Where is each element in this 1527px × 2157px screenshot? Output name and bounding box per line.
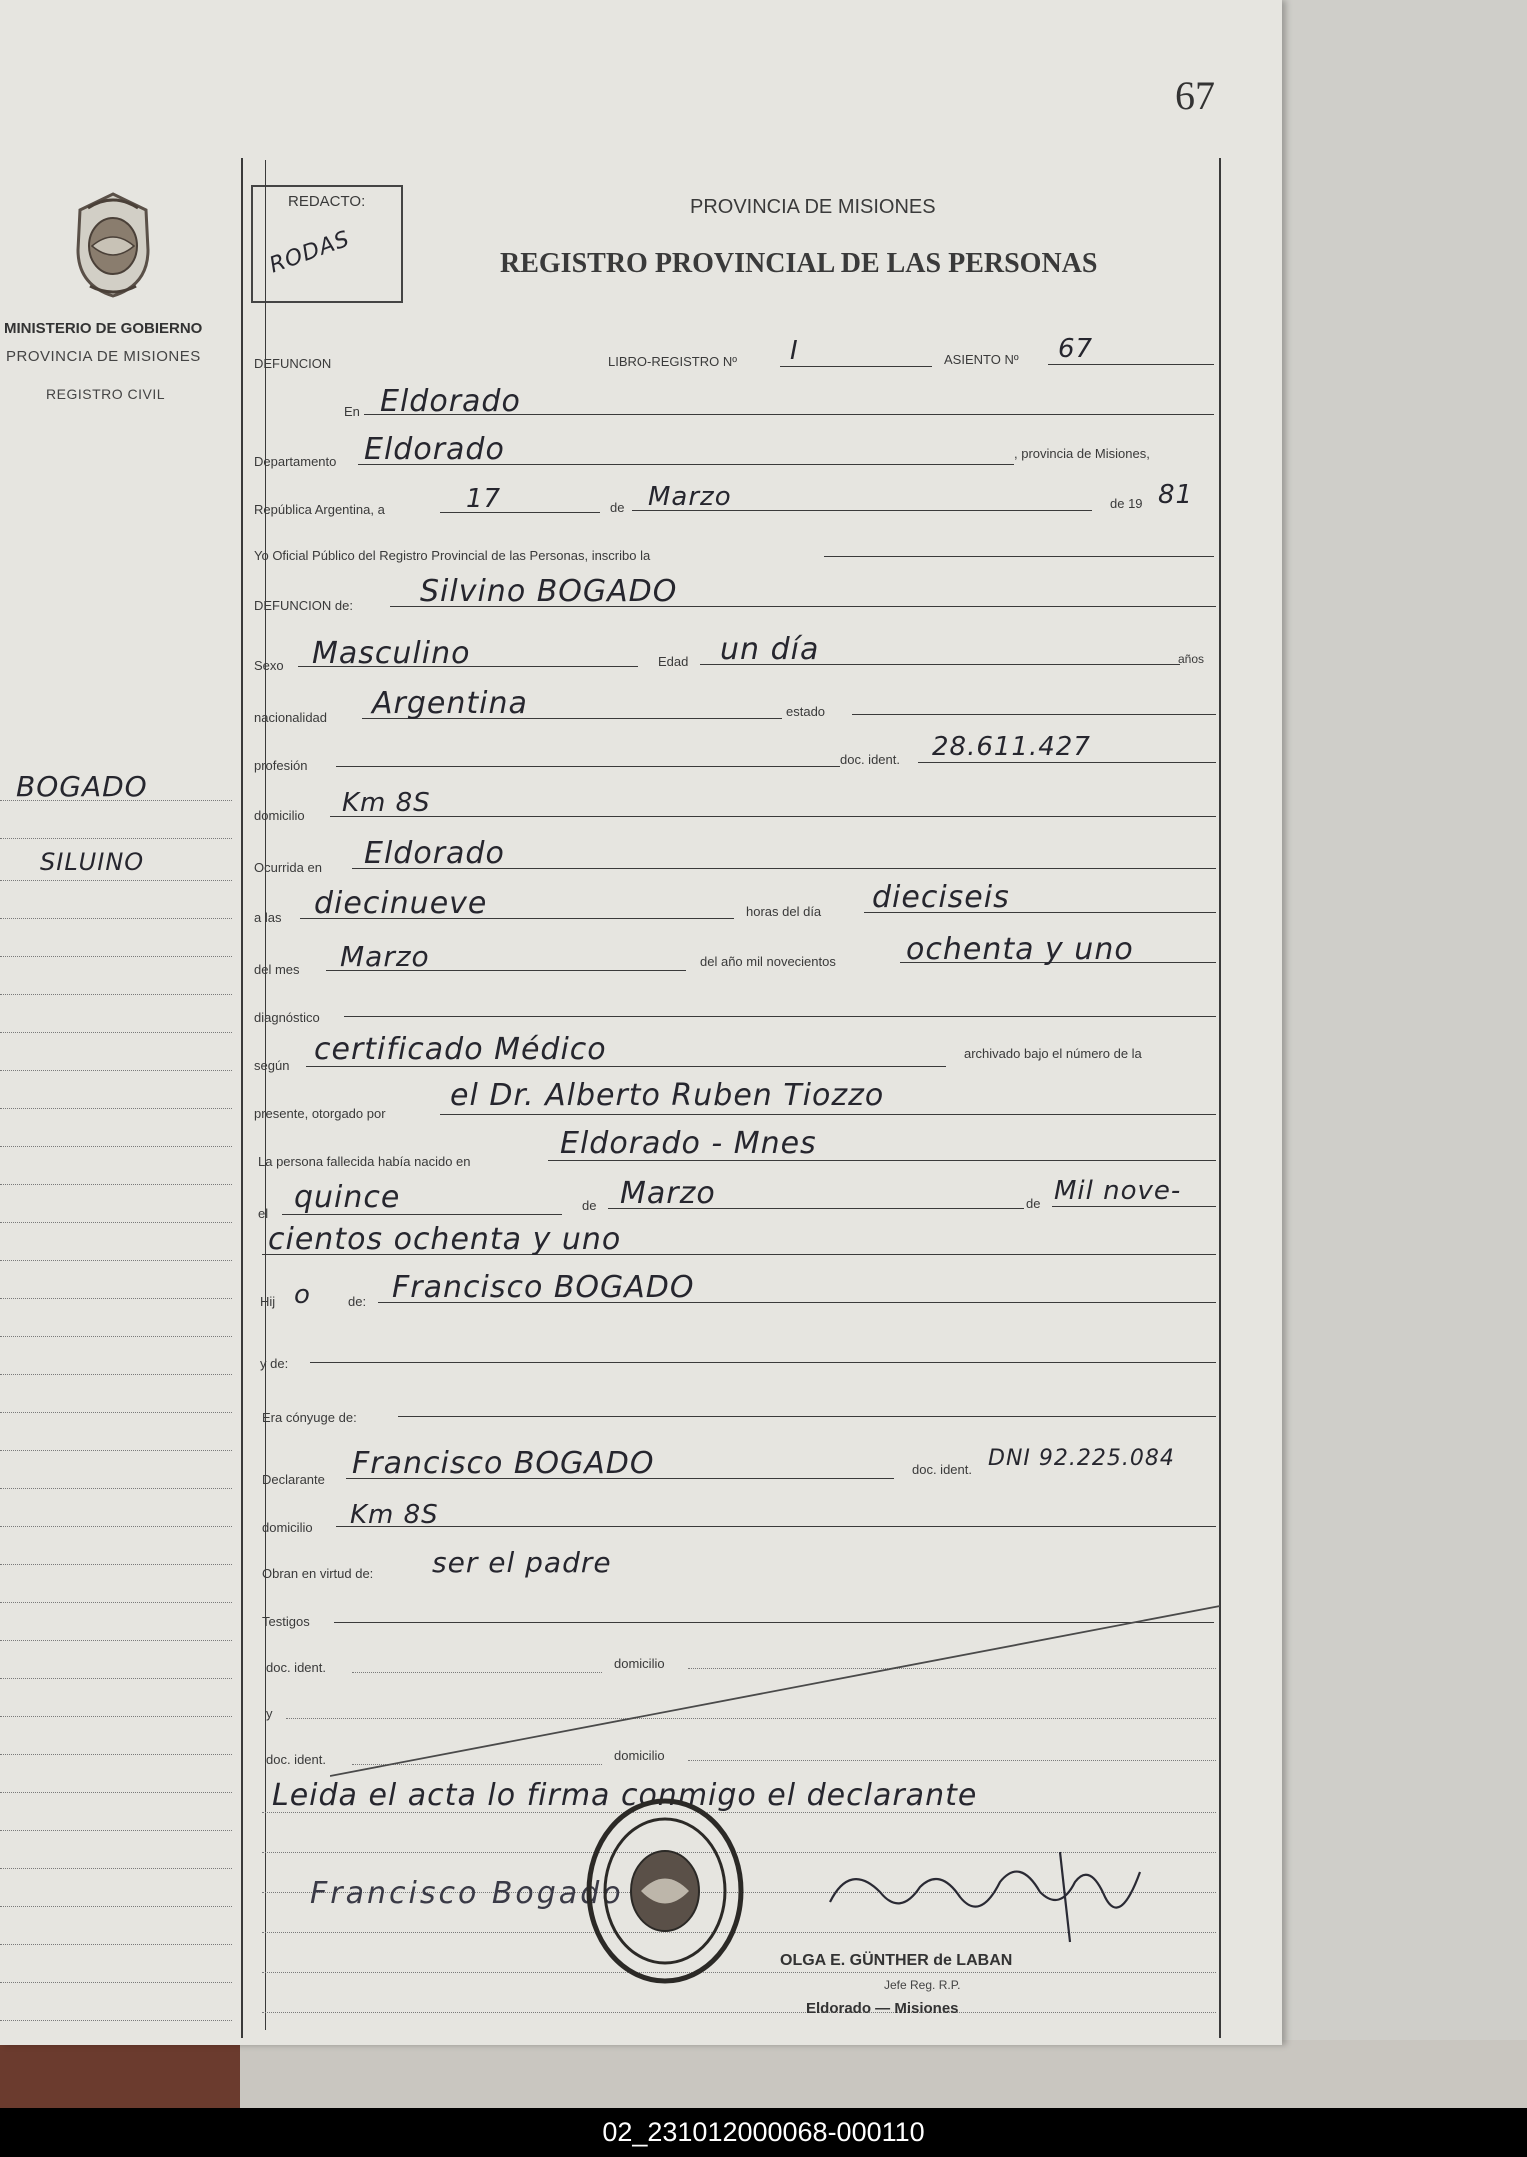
oficial-line <box>824 556 1214 557</box>
margin-line <box>0 838 232 839</box>
sexo-value: Masculino <box>312 636 471 671</box>
margin-line <box>0 2020 232 2021</box>
horas-value: diecinueve <box>314 886 488 921</box>
official-place: Eldorado — Misiones <box>806 2000 959 2017</box>
el-label: el <box>258 1206 269 1221</box>
departamento-label: Departamento <box>254 454 337 469</box>
de4-label: de: <box>348 1294 367 1309</box>
doc-ident4-label: doc. ident. <box>266 1752 326 1767</box>
doc-ident-line <box>918 762 1216 763</box>
margin-surname: BOGADO <box>16 770 148 803</box>
horas-label: horas del día <box>746 904 822 919</box>
asiento-value: 67 <box>1058 334 1094 364</box>
ministry-label: MINISTERIO DE GOBIERNO <box>4 320 203 337</box>
conyuge-label: Era cónyuge de: <box>262 1410 357 1425</box>
en-label: En <box>344 404 360 419</box>
obran-label: Obran en virtud de: <box>262 1566 374 1581</box>
conyuge-line <box>398 1416 1216 1417</box>
margin-line <box>0 1716 232 1717</box>
estado-label: estado <box>786 704 826 719</box>
margin-line <box>0 1032 232 1033</box>
background-right <box>1282 0 1527 2108</box>
provincia-text: , provincia de Misiones, <box>1014 446 1150 461</box>
margin-line <box>0 1222 232 1223</box>
void-strike-line <box>330 1600 1230 1780</box>
obran-value: ser el padre <box>432 1546 612 1579</box>
form-left-line <box>265 160 266 2030</box>
parent1-value: Francisco BOGADO <box>392 1270 695 1305</box>
deceased-name: Silvino BOGADO <box>420 574 678 609</box>
profesion-label: profesión <box>254 758 308 773</box>
margin-line <box>0 1336 232 1337</box>
mes-value: Marzo <box>340 940 430 973</box>
declarant-signature: Francisco Bogado <box>310 1876 624 1911</box>
profesion-line <box>336 766 840 767</box>
margin-line <box>0 1260 232 1261</box>
margin-line <box>0 1070 232 1071</box>
defuncion-de-label: DEFUNCION de: <box>254 598 353 613</box>
oficial-text: Yo Oficial Público del Registro Provincial de las Personas, inscribo la <box>254 548 651 563</box>
diagnostico-line <box>344 1016 1216 1017</box>
province-title: PROVINCIA DE MISIONES <box>690 196 936 218</box>
margin-line <box>0 1830 232 1831</box>
registry-title: REGISTRO PROVINCIAL DE LAS PERSONAS <box>500 248 1098 279</box>
domicilio2-label: domicilio <box>262 1520 313 1535</box>
asiento-label: ASIENTO Nº <box>944 352 1019 367</box>
day-value: 17 <box>466 484 502 514</box>
ocurrida-value: Eldorado <box>364 836 505 871</box>
official-name: OLGA E. GÜNTHER de LABAN <box>780 1952 1013 1969</box>
margin-line <box>0 1146 232 1147</box>
closing-line <box>262 2012 1216 2013</box>
birth-year-value2: cientos ochenta y uno <box>268 1222 622 1257</box>
birth-year-value1: Mil nove- <box>1054 1176 1182 1206</box>
presente-value: el Dr. Alberto Ruben Tiozzo <box>450 1078 885 1113</box>
margin-given-name: SILUINO <box>40 848 145 876</box>
birth-year-line <box>1052 1206 1216 1207</box>
nacido-value: Eldorado - Mnes <box>560 1126 817 1161</box>
anos-label: años <box>1178 652 1205 666</box>
frame-left-line <box>241 158 243 2038</box>
closing-text: Leida el acta lo firma conmigo el declarante <box>272 1778 978 1813</box>
margin-line <box>0 1412 232 1413</box>
margin-line <box>0 994 232 995</box>
hij-label: Hij <box>260 1294 276 1309</box>
margin-line <box>0 1298 232 1299</box>
sexo-label: Sexo <box>254 658 284 673</box>
nacionalidad-value: Argentina <box>372 686 528 721</box>
birth-month-value: Marzo <box>620 1176 716 1211</box>
registro-civil-label: REGISTRO CIVIL <box>46 386 166 402</box>
official-signature-icon <box>820 1842 1160 1952</box>
margin-line <box>0 1564 232 1565</box>
margin-line <box>0 1526 232 1527</box>
doc-ident2-value: DNI 92.225.084 <box>988 1446 1175 1471</box>
official-stamp-icon <box>585 1796 745 1986</box>
birth-day-value: quince <box>294 1180 401 1215</box>
del-mes-label: del mes <box>254 962 300 977</box>
dia-value: dieciseis <box>872 880 1010 915</box>
page-number: 67 <box>1175 73 1215 118</box>
anio-label: del año mil novecientos <box>700 954 836 969</box>
defuncion-label: DEFUNCION <box>254 356 332 371</box>
presente-label: presente, otorgado por <box>254 1106 386 1121</box>
diagnostico-label: diagnóstico <box>254 1010 320 1025</box>
archivado-label: archivado bajo el número de la <box>964 1046 1142 1061</box>
margin-line <box>0 1184 232 1185</box>
margin-line <box>0 1868 232 1869</box>
official-sub: Jefe Reg. R.P. <box>884 1978 961 1992</box>
segun-label: según <box>254 1058 290 1073</box>
background-binder <box>0 2040 240 2108</box>
year-prefix: de 19 <box>1110 496 1143 511</box>
margin-line <box>0 1906 232 1907</box>
libro-line <box>780 366 932 367</box>
redacto-value: RODAS <box>266 226 354 279</box>
margin-line <box>0 1678 232 1679</box>
en-value: Eldorado <box>380 384 521 419</box>
margin-line <box>0 1374 232 1375</box>
domicilio-value: Km 8S <box>342 788 431 818</box>
domicilio4-label: domicilio <box>614 1748 665 1763</box>
testigos-label: Testigos <box>262 1614 310 1629</box>
domicilio-label: domicilio <box>254 808 305 823</box>
estado-line <box>852 714 1216 715</box>
margin-line <box>0 1640 232 1641</box>
margin-line <box>0 1488 232 1489</box>
declarante-label: Declarante <box>262 1472 325 1487</box>
republica-label: República Argentina, a <box>254 502 385 517</box>
margin-line <box>0 1754 232 1755</box>
file-id-footer: 02_231012000068-000110 <box>0 2108 1527 2157</box>
departamento-value: Eldorado <box>364 432 505 467</box>
anio-value: ochenta y uno <box>906 932 1134 967</box>
margin-line <box>0 1450 232 1451</box>
parent2-line <box>310 1362 1216 1363</box>
doc-ident2-label: doc. ident. <box>912 1462 972 1477</box>
declarante-value: Francisco BOGADO <box>352 1446 655 1481</box>
margin-line <box>0 918 232 919</box>
hij-value: o <box>294 1280 311 1310</box>
doc-ident-label: doc. ident. <box>840 752 900 767</box>
y-de-label: y de: <box>260 1356 289 1371</box>
domicilio3-label: domicilio <box>614 1656 665 1671</box>
margin-line <box>0 1602 232 1603</box>
edad-label: Edad <box>658 654 689 669</box>
segun-value: certificado Médico <box>314 1032 607 1067</box>
nacionalidad-label: nacionalidad <box>254 710 328 725</box>
month-value: Marzo <box>648 482 732 512</box>
de-label: de <box>610 500 625 515</box>
asiento-line <box>1048 364 1214 365</box>
edad-value: un día <box>720 632 820 667</box>
y-label: y <box>266 1706 273 1721</box>
margin-line <box>0 956 232 957</box>
ocurrida-label: Ocurrida en <box>254 860 322 875</box>
doc-ident-value: 28.611.427 <box>932 732 1091 762</box>
domicilio2-value: Km 8S <box>350 1500 439 1530</box>
de3-label: de <box>1026 1196 1041 1211</box>
margin-line <box>0 1982 232 1983</box>
margin-line <box>0 1792 232 1793</box>
day-line <box>440 512 600 513</box>
libro-value: I <box>790 336 799 366</box>
coat-of-arms-icon <box>68 190 158 300</box>
domicilio-line <box>330 816 1216 817</box>
nacido-label: La persona fallecida había nacido en <box>258 1154 471 1169</box>
doc-ident3-label: doc. ident. <box>266 1660 326 1675</box>
year-value: 81 <box>1158 480 1194 510</box>
a-las-label: a las <box>254 910 282 925</box>
presente-line <box>440 1114 1216 1115</box>
margin-line <box>0 1108 232 1109</box>
domicilio2-line <box>336 1526 1216 1527</box>
redacto-label: REDACTO: <box>288 193 366 210</box>
de2-label: de <box>582 1198 597 1213</box>
margin-line <box>0 1944 232 1945</box>
ministry-province-label: PROVINCIA DE MISIONES <box>6 348 201 365</box>
margin-line <box>0 880 232 881</box>
libro-label: LIBRO-REGISTRO Nº <box>608 354 737 369</box>
